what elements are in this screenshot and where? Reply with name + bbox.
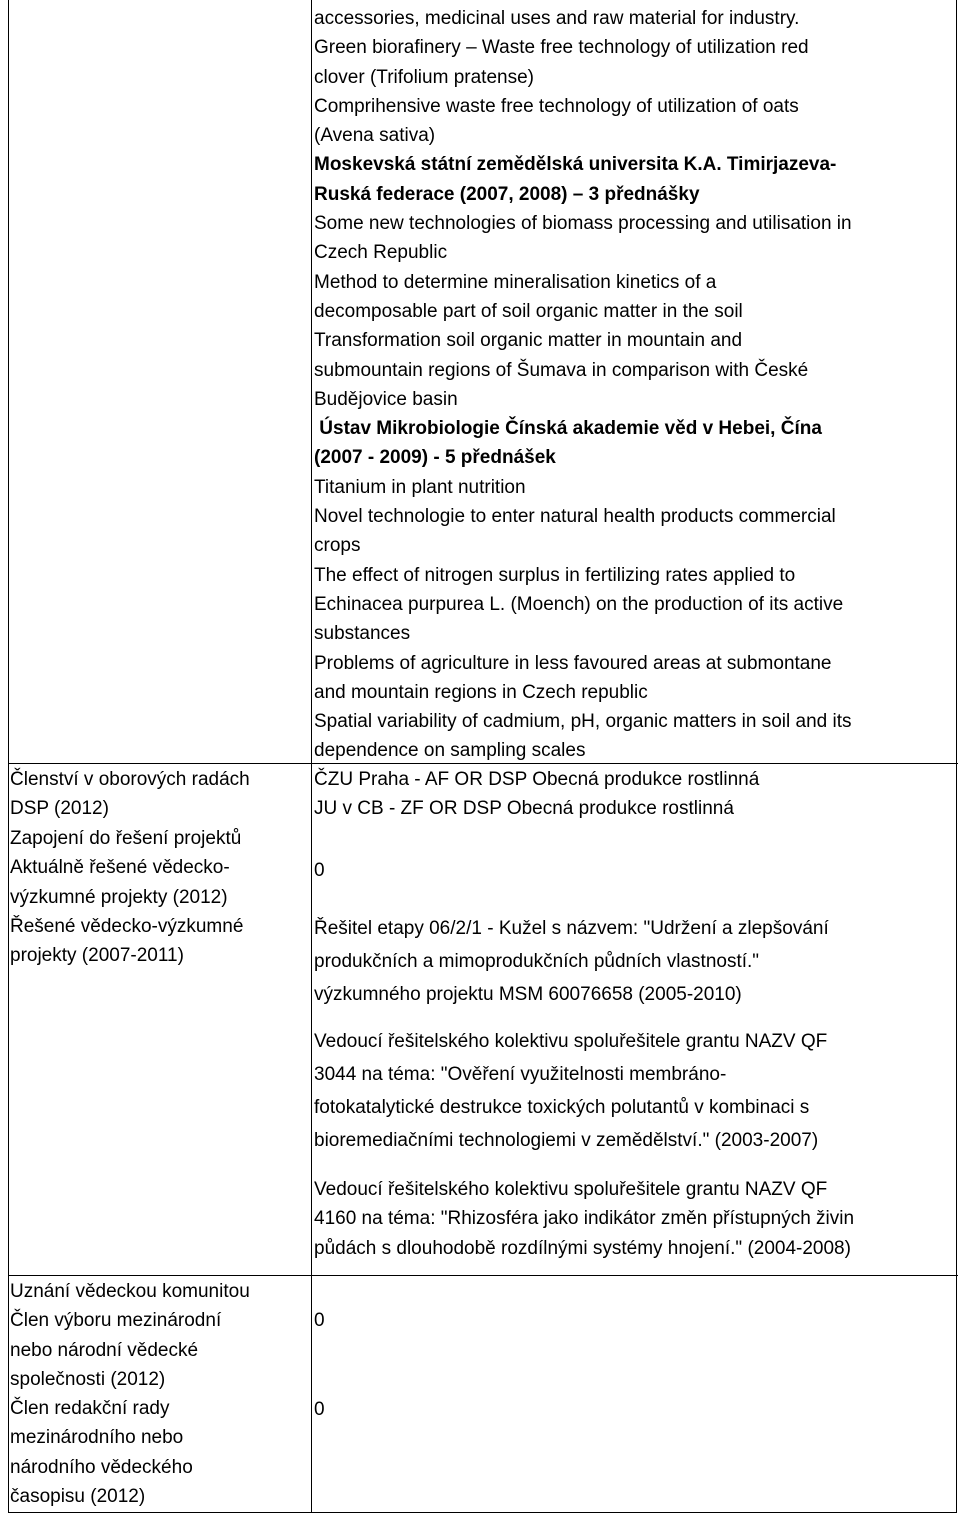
editorial-board-value: 0 <box>314 1399 325 1420</box>
membership-value: JU v CB - ZF OR DSP Obecná produkce rostlinná <box>314 798 734 820</box>
text-line: Green biorafinery – Waste free technology of utilization red <box>314 37 809 59</box>
section-heading: Zapojení do řešení projektů <box>10 828 242 849</box>
text-line: substances <box>314 623 411 645</box>
text-line: The effect of nitrogen surplus in fertilizing rates applied to <box>314 564 796 586</box>
text-line: and mountain regions in Czech republic <box>314 681 648 703</box>
lectures-block <box>314 4 944 766</box>
institution-heading: Moskevská státní zemědělská universita K.A. Timirjazeva- <box>314 154 837 176</box>
text-line: Transformation soil organic matter in mountain and <box>314 330 743 352</box>
institution-heading: (2007 - 2009) - 5 přednášek <box>314 447 556 469</box>
text-line: decomposable part of soil organic matter in the soil <box>314 300 743 322</box>
label-line: Člen výboru mezinárodní <box>10 1310 222 1332</box>
text-line: clover (Trifolium pratense) <box>314 66 534 88</box>
text-line: Řešitel etapy 06/2/1 - Kužel s názvem: "Udržení a zlepšování <box>314 918 829 939</box>
projects-labels <box>10 824 295 970</box>
text-line: Method to determine mineralisation kinetics of a <box>314 271 717 293</box>
label-line: nebo národní vědecké <box>10 1339 199 1361</box>
project-entry <box>314 1025 944 1157</box>
section-heading: Uznání vědeckou komunitou <box>10 1281 250 1302</box>
membership-value: ČZU Praha - AF OR DSP Obecná produkce rostlinná <box>314 769 760 790</box>
text-line: výzkumného projektu MSM 60076658 (2005-2010) <box>314 984 742 1005</box>
label-line: Člen redakční rady <box>10 1398 170 1420</box>
label-line: časopisu (2012) <box>10 1486 146 1508</box>
text-line: Spatial variability of cadmium, pH, organic matters in soil and its <box>314 711 852 733</box>
board-membership-value: 0 <box>314 1310 325 1331</box>
membership-values <box>314 765 944 824</box>
column-divider <box>311 0 312 1513</box>
label-line: Řešené vědecko-výzkumné <box>10 915 244 937</box>
text-line: Problems of agriculture in less favoured areas at submontane <box>314 652 832 674</box>
text-line: 4160 na téma: "Rhizosféra jako indikátor změn přístupných živin <box>314 1208 855 1230</box>
text-line: (Avena sativa) <box>314 125 436 147</box>
label-line: Členství v oborových radách <box>10 769 250 790</box>
text-line: fotokatalytické destrukce toxických polutantů v kombinaci s <box>314 1097 810 1118</box>
text-line: Comprihensive waste free technology of utilization of oats <box>314 95 799 117</box>
project-entry <box>314 1175 944 1263</box>
label-line: výzkumné projekty (2012) <box>10 886 228 908</box>
membership-label <box>10 765 295 824</box>
text-line: Echinacea purpurea L. (Moench) on the production of its active <box>314 593 844 615</box>
text-line: submountain regions of Šumava in comparison with České <box>314 359 809 381</box>
text-line: půdách s dlouhodobě rozdílnými systémy hnojení." (2004-2008) <box>314 1237 851 1259</box>
text-line: accessories, medicinal uses and raw material for industry. <box>314 8 800 29</box>
label-line: společnosti (2012) <box>10 1368 166 1390</box>
project-entry <box>314 912 944 1011</box>
text-line: bioremediačními technologiemi v zemědělství." (2003-2007) <box>314 1130 819 1151</box>
text-line: Some new technologies of biomass processing and utilisation in <box>314 213 852 235</box>
text-line: Titanium in plant nutrition <box>314 476 526 498</box>
text-line: Novel technologie to enter natural health products commercial <box>314 506 836 528</box>
text-line: Budějovice basin <box>314 388 458 410</box>
label-line: národního vědeckého <box>10 1456 193 1478</box>
text-line: produkčních a mimoprodukčních půdních vlastností." <box>314 951 760 972</box>
label-line: mezinárodního nebo <box>10 1427 184 1449</box>
text-line: dependence on sampling scales <box>314 740 586 762</box>
label-line: projekty (2007-2011) <box>10 945 184 967</box>
text-line: Czech Republic <box>314 242 448 264</box>
text-line: 3044 na téma: "Ověření využitelnosti membráno- <box>314 1064 727 1085</box>
institution-heading: Ústav Mikrobiologie Čínská akademie věd v Hebei, Čína <box>314 418 822 440</box>
recognition-labels <box>10 1277 295 1511</box>
institution-heading: Ruská federace (2007, 2008) – 3 přednášky <box>314 183 700 205</box>
current-projects-value: 0 <box>314 860 325 881</box>
label-line: DSP (2012) <box>10 798 109 820</box>
text-line: crops <box>314 535 361 557</box>
row-divider <box>9 1275 958 1276</box>
text-line: Vedoucí řešitelského kolektivu spoluřešitele grantu NAZV QF <box>314 1031 828 1052</box>
label-line: Aktuálně řešené vědecko- <box>10 857 230 879</box>
text-line: Vedoucí řešitelského kolektivu spoluřešitele grantu NAZV QF <box>314 1179 828 1200</box>
